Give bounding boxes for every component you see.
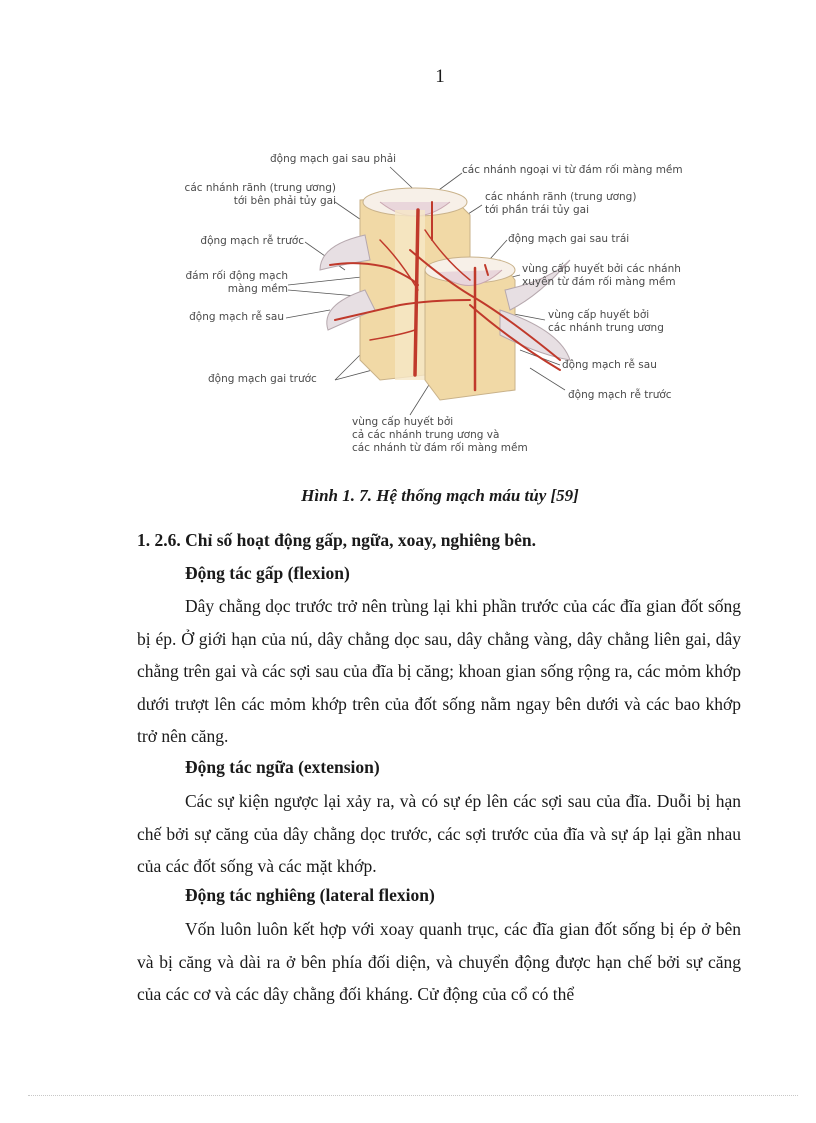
paragraph-flexion-text: Dây chằng dọc trước trở nên trùng lại khi phần trước của các đĩa gian đốt sống bị ép. Ở giới hạn của nú, dây chằng dọc sau, dây chằng vàng, dây chằng liên gai, dây chằng trên gai và các sợi sau của đĩa bị căng; khoan gian sống rộng ra, các mỏm khớp dưới trượt lên các mỏm khớp trên của đốt sống nằm ngay bên dưới và các bao khớp trở nên căng. xyxy=(137,596,741,746)
paragraph-lateral-flexion-text: Vốn luôn luôn kết hợp với xoay quanh trục, các đĩa gian đốt sống bị ép ở bên và bị căng và dài ra ở bên phía đối diện, và chuyển động được hạn chế bởi sự căng của các cơ và các dây chằng đối kháng. Cử động của cổ có thể xyxy=(137,919,741,1004)
label-peripheral-branches: các nhánh ngoại vi từ đám rối màng mềm xyxy=(462,164,683,176)
label-sulcal-right xyxy=(170,182,336,208)
label-posterior-radicular-right: động mạch rễ sau xyxy=(562,359,657,371)
page-number: 1 xyxy=(435,66,445,87)
label-anterior-radicular-left: động mạch rễ trước xyxy=(200,235,304,247)
label-sulcal-left xyxy=(485,191,636,217)
label-sulcal-left-line2: tới phần trái tủy gai xyxy=(485,204,590,216)
label-penetrating-area-line2: xuyên từ đám rối màng mềm xyxy=(522,276,676,288)
label-sulcal-right-line2: tới bên phải tủy gai xyxy=(233,195,336,207)
spinal-cord-figure xyxy=(170,140,690,470)
label-both-area-line2: cả các nhánh trung ương và xyxy=(352,429,500,441)
label-pial-plexus-line2: màng mềm xyxy=(227,283,288,295)
label-posterior-radicular-left: động mạch rễ sau xyxy=(189,311,284,323)
subheading-extension: Động tác ngữa (extension) xyxy=(185,757,380,777)
label-both-area-line1: vùng cấp huyết bởi xyxy=(352,416,454,428)
footer-divider xyxy=(28,1095,798,1096)
label-anterior-radicular-right: động mạch rễ trước xyxy=(568,389,672,401)
label-sulcal-right-line1: các nhánh rãnh (trung ương) xyxy=(184,182,336,194)
paragraph-extension xyxy=(137,785,741,883)
label-sulcal-left-line1: các nhánh rãnh (trung ương) xyxy=(485,191,637,203)
label-central-area-line1: vùng cấp huyết bởi xyxy=(548,309,650,321)
paragraph-extension-text: Các sự kiện ngược lại xảy ra, và có sự ép lên các sợi sau của đĩa. Duỗi bị hạn chế bởi sự căng của dây chằng dọc trước, các sợi trước của đĩa và sự áp lại gần nhau của các đốt sống và các mặt khớp. xyxy=(137,791,741,876)
label-both-area xyxy=(352,416,528,455)
label-posterior-spinal-left: động mạch gai sau trái xyxy=(508,233,630,245)
paragraph-flexion xyxy=(137,590,741,753)
label-central-area-line2: các nhánh trung ương xyxy=(548,322,664,334)
label-pial-plexus-line1: đám rối động mạch xyxy=(185,270,288,282)
paragraph-lateral-flexion xyxy=(137,913,741,1011)
label-central-area xyxy=(548,309,664,335)
figure-caption: Hình 1. 7. Hệ thống mạch máu tủy [59] xyxy=(301,486,579,505)
subheading-flexion: Động tác gấp (flexion) xyxy=(185,563,350,583)
label-anterior-spinal: động mạch gai trước xyxy=(208,373,317,385)
subheading-lateral-flexion: Động tác nghiêng (lateral flexion) xyxy=(185,885,435,905)
label-penetrating-area-line1: vùng cấp huyết bởi các nhánh xyxy=(522,263,681,275)
label-both-area-line3: các nhánh từ đám rối màng mềm xyxy=(352,442,528,454)
label-pial-plexus xyxy=(170,270,288,296)
section-heading: 1. 2.6. Chỉ số hoạt động gấp, ngữa, xoay, nghiêng bên. xyxy=(137,530,537,550)
label-penetrating-area xyxy=(522,263,681,289)
label-posterior-spinal-right: động mạch gai sau phải xyxy=(270,153,397,165)
